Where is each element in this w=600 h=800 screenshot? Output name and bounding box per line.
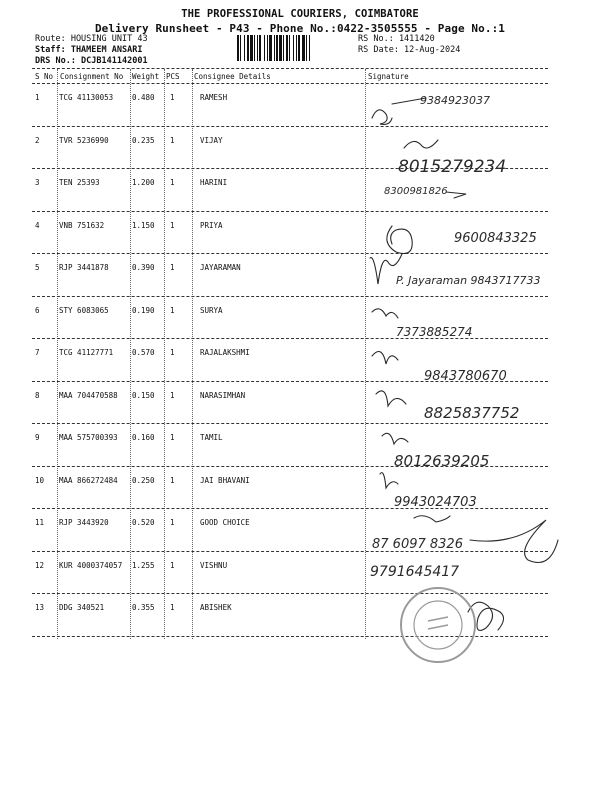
handwritten-phone: 9843780670 — [424, 369, 507, 384]
row-pcs: 1 — [170, 305, 175, 315]
handwritten-phone: 9791645417 — [370, 564, 460, 580]
row-consignee: VIJAY — [200, 135, 223, 145]
signature-mark — [376, 391, 406, 406]
header-weight: Weight — [132, 72, 160, 81]
row-weight: 0.190 — [132, 305, 155, 315]
header-consignment: Consignment No — [60, 72, 124, 81]
signature-mark — [372, 309, 398, 318]
row-consignment-no: RJP 3443920 — [59, 518, 109, 527]
row-consignee: TAMIL — [200, 433, 223, 442]
row-pcs: 1 — [170, 518, 175, 527]
row-consignee: PRIYA — [200, 220, 223, 230]
row-weight: 0.150 — [132, 390, 155, 400]
row-weight: 0.520 — [132, 518, 155, 527]
row-consignee: RAMESH — [200, 93, 228, 102]
row-consignment-no: TCG 41127771 — [59, 348, 114, 357]
row-pcs: 1 — [170, 433, 175, 442]
row-weight: 0.250 — [132, 475, 155, 485]
handwritten-phone: 8015279234 — [398, 157, 507, 177]
header-signature: Signature — [368, 72, 409, 81]
row-pcs: 1 — [170, 390, 175, 400]
row-consignee: JAI BHAVANI — [200, 475, 250, 485]
row-pcs: 1 — [170, 603, 175, 612]
handwritten-phone: 9943024703 — [394, 495, 477, 510]
drs-label: DRS No.: DCJB141142001 — [35, 56, 148, 66]
row-pcs: 1 — [170, 135, 175, 145]
row-sno: 11 — [35, 518, 45, 527]
signature-mark — [414, 516, 450, 522]
row-weight: 1.200 — [132, 178, 155, 187]
handwritten-phone: P. Jayaraman 9843717733 — [396, 274, 541, 287]
signature-mark — [446, 192, 466, 198]
row-consignee: ABISHEK — [200, 603, 232, 612]
row-pcs: 1 — [170, 263, 175, 272]
row-consignee: JAYARAMAN — [200, 263, 241, 272]
handwritten-phone: 8012639205 — [394, 452, 490, 470]
header-sno: S No — [35, 72, 54, 81]
row-pcs: 1 — [170, 220, 175, 230]
row-consignment-no: MAA 866272484 — [59, 475, 118, 485]
row-weight: 0.570 — [132, 348, 155, 357]
row-consignment-no: MAA 704470588 — [59, 390, 118, 400]
row-consignment-no: TCG 41130053 — [59, 93, 114, 102]
row-consignment-no: TVR 5236990 — [59, 135, 109, 145]
row-consignee: VISHNU — [200, 560, 228, 570]
runsheet-title: Delivery Runsheet - P43 - Phone No.:0422-3505555 - Page No.:1 — [94, 22, 506, 35]
signature-mark — [380, 473, 398, 488]
signature-mark — [404, 140, 438, 148]
signature-mark — [372, 352, 398, 365]
row-sno: 12 — [35, 560, 45, 570]
row-consignment-no: STY 6083065 — [59, 305, 109, 315]
row-weight: 0.390 — [132, 263, 155, 272]
row-consignment-no: VNB 751632 — [59, 220, 105, 230]
signature-mark — [382, 433, 408, 444]
row-sno: 13 — [35, 603, 45, 612]
header-pcs: PCS — [166, 72, 180, 81]
row-pcs: 1 — [170, 93, 175, 102]
row-consignee: GOOD CHOICE — [200, 518, 250, 527]
handwritten-phone: 8300981826 — [384, 186, 448, 197]
row-sno: 6 — [35, 305, 40, 315]
row-sno: 7 — [35, 348, 40, 357]
row-pcs: 1 — [170, 475, 175, 485]
row-consignee: HARINI — [200, 178, 228, 187]
row-sno: 2 — [35, 135, 40, 145]
row-pcs: 1 — [170, 178, 175, 187]
row-weight: 0.160 — [132, 433, 155, 442]
header-consignee: Consignee Details — [194, 72, 271, 81]
row-weight: 0.480 — [132, 93, 155, 102]
staff-label: Staff: THAMEEM ANSARI — [35, 45, 143, 55]
row-sno: 10 — [35, 475, 45, 485]
row-consignment-no: RJP 3441878 — [59, 263, 109, 272]
row-sno: 5 — [35, 263, 40, 272]
row-pcs: 1 — [170, 348, 175, 357]
row-sno: 3 — [35, 178, 40, 187]
row-sno: 8 — [35, 390, 40, 400]
handwritten-phone: 9384923037 — [420, 94, 490, 107]
row-consignee: NARASIMHAN — [200, 390, 246, 400]
signature-mark — [387, 226, 412, 254]
row-weight: 1.255 — [132, 560, 155, 570]
row-weight: 1.150 — [132, 220, 155, 230]
row-consignment-no: TEN 25393 — [59, 178, 100, 187]
row-consignee: RAJALAKSHMI — [200, 348, 250, 357]
handwritten-phone: 7373885274 — [396, 325, 473, 339]
handwritten-phone: 8825837752 — [424, 404, 520, 422]
rs-number: RS No.: 1411420 — [358, 34, 435, 44]
row-sno: 1 — [35, 93, 40, 102]
handwritten-phone: 9600843325 — [454, 231, 537, 246]
row-weight: 0.355 — [132, 603, 155, 612]
delivery-stamp — [398, 585, 478, 665]
row-pcs: 1 — [170, 560, 175, 570]
row-consignee: SURYA — [200, 305, 223, 315]
row-consignment-no: KUR 4000374057 — [59, 560, 123, 570]
signature-mark — [372, 98, 426, 124]
rs-date: RS Date: 12-Aug-2024 — [358, 45, 461, 55]
company-title: THE PROFESSIONAL COURIERS, COIMBATORE — [181, 8, 419, 20]
route-label: Route: HOUSING UNIT 43 — [35, 34, 148, 44]
row-weight: 0.235 — [132, 135, 155, 145]
handwritten-phone: 87 6097 8326 — [372, 537, 463, 552]
signature-mark — [470, 520, 558, 563]
row-sno: 4 — [35, 220, 40, 230]
row-consignment-no: MAA 575700393 — [59, 433, 118, 442]
row-sno: 9 — [35, 433, 40, 442]
row-consignment-no: DDG 340521 — [59, 603, 105, 612]
